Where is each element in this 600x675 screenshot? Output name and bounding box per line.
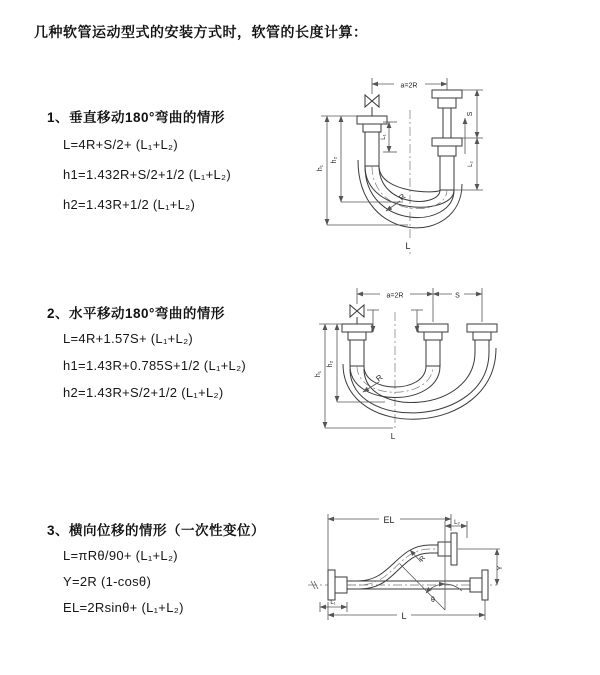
- dim-s: [433, 288, 482, 300]
- diagram-lateral-displacement: [300, 498, 600, 643]
- hose-s-curve: [347, 545, 438, 589]
- dim-radius: [410, 550, 427, 563]
- left-hose-braid: [350, 340, 364, 366]
- dim-el: [328, 512, 451, 570]
- dim-l1: [381, 122, 397, 152]
- formula-line: L=πRθ/90+ (L₁+L₂): [63, 548, 178, 563]
- dim-label-a2r: a=2R: [386, 292, 404, 300]
- formula-line: EL=2Rsinθ+ (L₁+L₂): [63, 600, 184, 615]
- dim-label-a2r: a=2R: [400, 82, 418, 90]
- diagram-horizontal-180-bend: [305, 278, 600, 463]
- dim-radius: [386, 192, 408, 211]
- dim-label-h2: h₂: [327, 360, 334, 368]
- hose-u-bends: [343, 348, 496, 419]
- formula-line: L=4R+S/2+ (L₁+L₂): [63, 137, 178, 152]
- section-1-heading: 1、垂直移动180°弯曲的情形: [47, 110, 225, 125]
- left-flange-fitting: [328, 570, 347, 600]
- right-fitting-lower: [432, 138, 462, 156]
- dim-label-h1: h₁: [315, 370, 322, 378]
- page-title: 几种软管运动型式的安装方式时，软管的长度计算：: [34, 24, 368, 40]
- dim-label-y: Y: [497, 565, 504, 571]
- dim-label-r: R: [418, 554, 428, 564]
- left-fitting: [357, 116, 387, 132]
- section-3-heading: 3、横向位移的情形（一次性变位）: [47, 523, 266, 538]
- formula-line: L=4R+1.57S+ (L₁+L₂): [63, 331, 194, 346]
- dim-label-r: R: [397, 192, 408, 203]
- left-hose-braid: [365, 132, 379, 166]
- right-hose-braid: [440, 156, 454, 190]
- middle-hose-braid: [426, 340, 440, 366]
- dim-label-s: S: [455, 292, 460, 300]
- radius-angle-line: [400, 564, 445, 610]
- right-flange-fitting: [470, 570, 488, 600]
- dim-label-l2: L₂: [454, 520, 460, 526]
- diagram-vertical-180-bend: [305, 68, 595, 263]
- dim-label-l: L: [401, 611, 407, 621]
- valve-icon: [365, 95, 379, 107]
- dim-label-l1: L₁: [381, 134, 387, 140]
- dim-label-h1: h₁: [317, 164, 324, 172]
- right-fitting-upper: [432, 90, 462, 108]
- dim-theta: [426, 584, 462, 604]
- dim-l: [328, 600, 485, 621]
- dim-label-el: EL: [383, 515, 395, 525]
- dim-label-h2: h₂: [331, 156, 338, 164]
- formula-line: h2=1.43R+1/2 (L₁+L₂): [63, 197, 196, 212]
- valve-icon: [350, 305, 364, 317]
- formula-line: h2=1.43R+S/2+1/2 (L₁+L₂): [63, 385, 224, 400]
- dim-label-l: L: [390, 432, 396, 441]
- formula-line: h1=1.432R+S/2+1/2 (L₁+L₂): [63, 167, 231, 182]
- dim-label-l1: L₁: [330, 600, 336, 606]
- dim-label-s: S: [467, 111, 474, 117]
- section-2-heading: 2、水平移动180°弯曲的情形: [47, 306, 225, 321]
- dim-l1: [320, 600, 347, 612]
- formula-line: Y=2R (1-cosθ): [63, 574, 152, 589]
- left-fitting: [342, 324, 372, 340]
- dim-label-l: L: [405, 241, 411, 251]
- right-fitting: [467, 324, 497, 340]
- formula-line: h1=1.43R+0.785S+1/2 (L₁+L₂): [63, 358, 247, 373]
- upper-flange-fitting: [438, 533, 457, 565]
- dim-label-r: R: [374, 372, 385, 384]
- dim-label-theta: θ: [431, 597, 435, 604]
- dim-label-l2: L₂: [468, 161, 474, 167]
- middle-fitting: [418, 324, 448, 340]
